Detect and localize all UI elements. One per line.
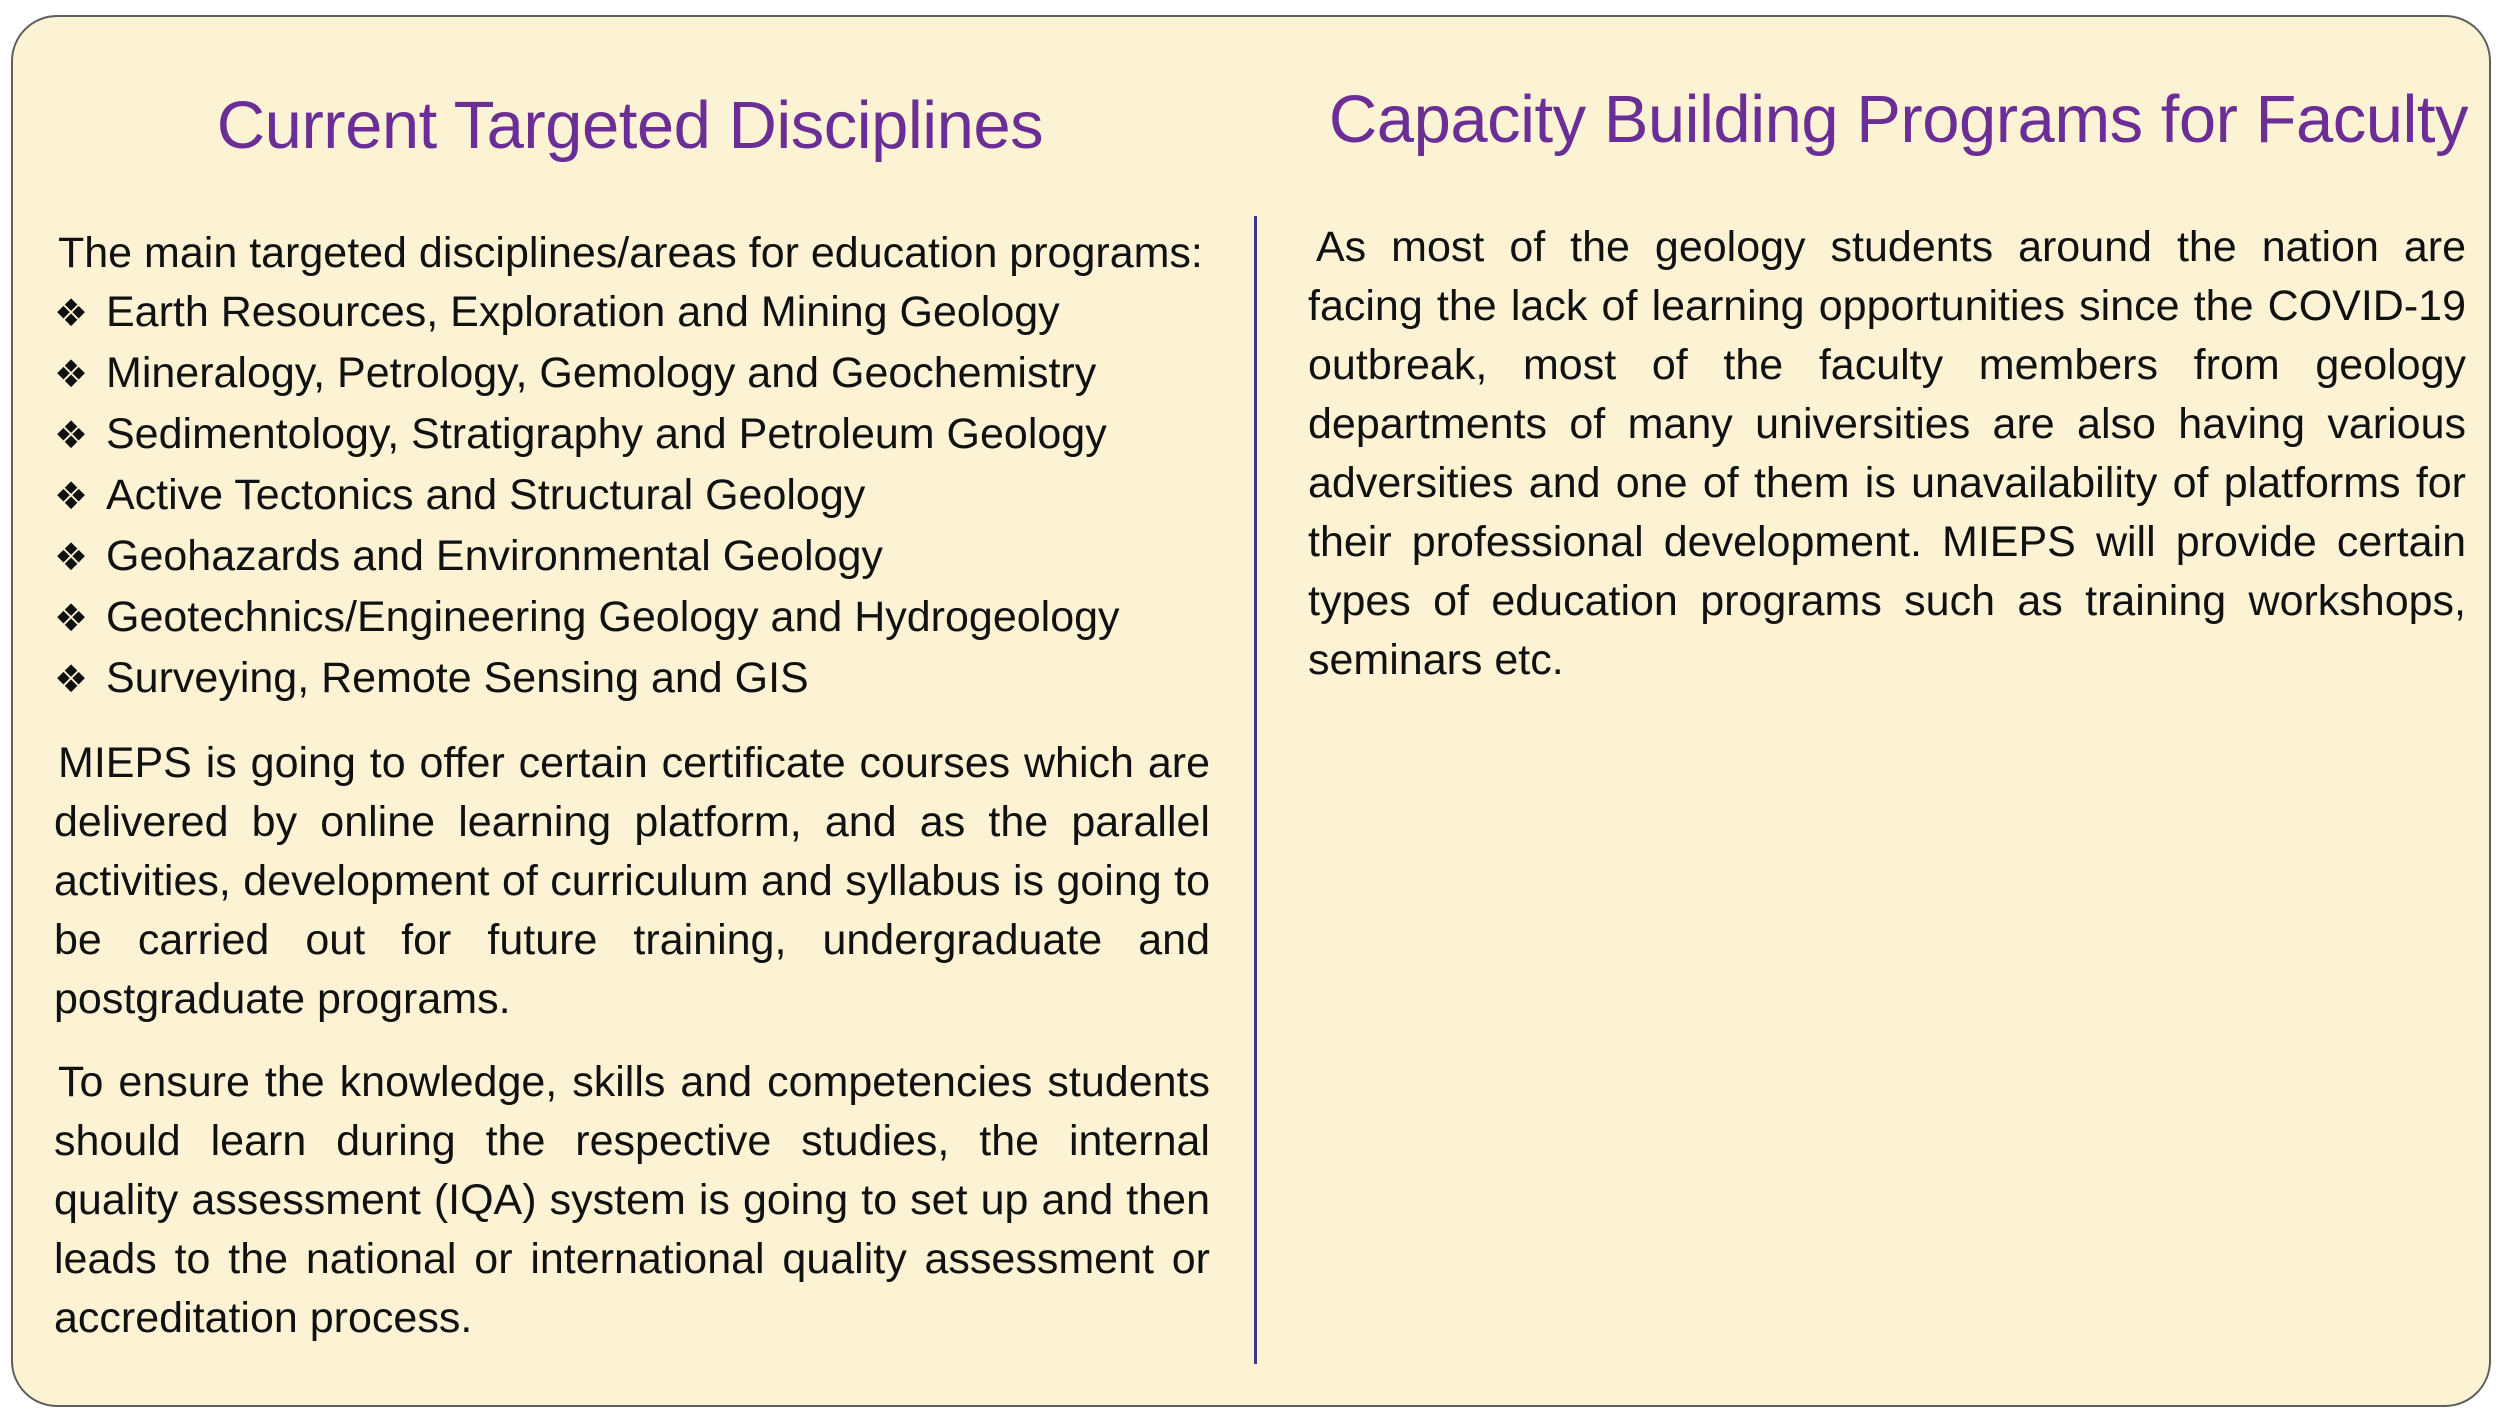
- list-item: [54, 283, 1210, 344]
- diamond-bullet-icon: ❖: [54, 598, 89, 640]
- diamond-bullet-icon: ❖: [54, 415, 89, 457]
- right-column: [1308, 218, 2466, 690]
- column-divider: [1254, 216, 1257, 1364]
- list-item-text: Mineralogy, Petrology, Gemology and Geochemistry: [106, 349, 1097, 397]
- list-item: [54, 405, 1210, 466]
- certificate-courses-paragraph: MIEPS is going to offer certain certificate courses which are delivered by online learning platform, and as the parallel activities, development of curriculum and syllabus is going to be carried out for future training, undergraduate and postgraduate programs.: [54, 739, 1210, 1023]
- quality-assessment-paragraph: To ensure the knowledge, skills and competencies students should learn during the respective studies, the internal quality assessment (IQA) system is going to set up and then leads to the national or international quality assessment or accreditation process.: [54, 1058, 1210, 1342]
- list-item: [54, 649, 1210, 710]
- list-item-text: Earth Resources, Exploration and Mining Geology: [106, 288, 1060, 336]
- left-column-title: Current Targeted Disciplines: [216, 88, 1044, 163]
- faculty-programs-paragraph: As most of the geology students around the nation are facing the lack of learning opportunities since the COVID-19 outbreak, most of the faculty members from geology departments of many universities are also having various adversities and one of them is unavailability of platforms for their professional development. MIEPS will provide certain types of education programs such as training workshops, seminars etc.: [1308, 223, 2466, 684]
- list-item: [54, 466, 1210, 527]
- list-item-text: Geotechnics/Engineering Geology and Hydrogeology: [106, 593, 1120, 641]
- disciplines-intro: The main targeted disciplines/areas for education programs:: [58, 229, 1203, 277]
- list-item-text: Surveying, Remote Sensing and GIS: [106, 654, 809, 702]
- list-item: [54, 344, 1210, 405]
- list-item-text: Sedimentology, Stratigraphy and Petroleum Geology: [106, 410, 1107, 458]
- list-item-text: Geohazards and Environmental Geology: [106, 532, 883, 580]
- diamond-bullet-icon: ❖: [54, 659, 89, 701]
- diamond-bullet-icon: ❖: [54, 476, 89, 518]
- diamond-bullet-icon: ❖: [54, 293, 89, 335]
- list-item: [54, 527, 1210, 588]
- right-column-title: Capacity Building Programs for Faculty: [1328, 82, 2468, 157]
- list-item: [54, 588, 1210, 649]
- diamond-bullet-icon: ❖: [54, 354, 89, 396]
- diamond-bullet-icon: ❖: [54, 537, 89, 579]
- list-item-text: Active Tectonics and Structural Geology: [106, 471, 866, 519]
- disciplines-list: [54, 283, 1210, 710]
- left-column: [54, 224, 1210, 1348]
